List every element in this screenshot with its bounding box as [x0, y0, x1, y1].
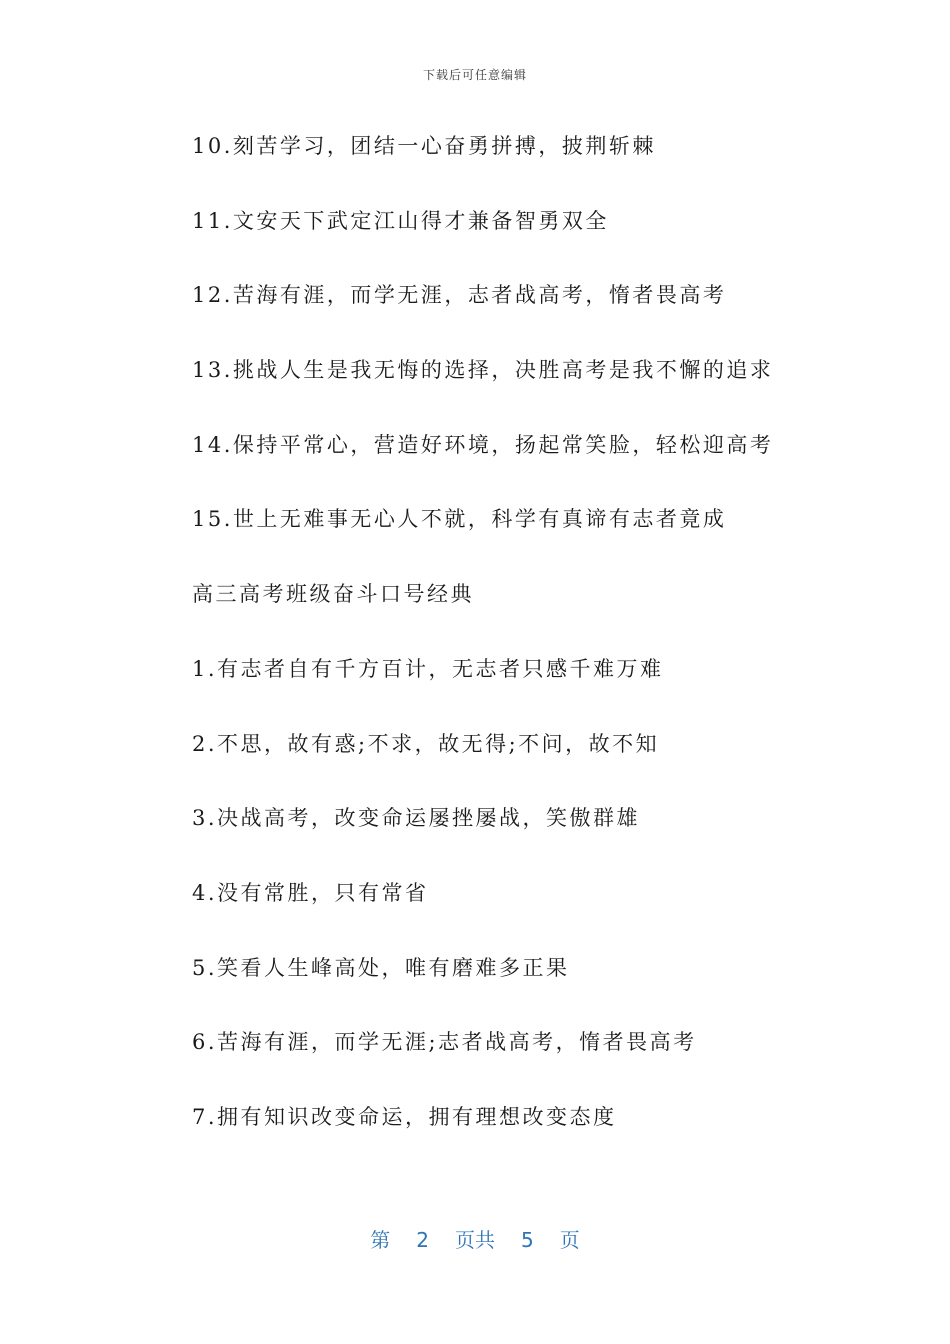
text-line: 10.刻苦学习，团结一心奋勇拼搏，披荆斩棘 — [192, 134, 656, 158]
text-line: 15.世上无难事无心人不就，科学有真谛有志者竟成 — [192, 507, 727, 532]
text-line: 3.决战高考，改变命运屡挫屡战，笑傲群雄 — [192, 806, 641, 831]
text-line: 14.保持平常心，营造好环境，扬起常笑脸，轻松迎高考 — [192, 432, 774, 457]
section-heading: 高三高考班级奋斗口号经典 — [192, 582, 474, 607]
footer-prefix: 第 — [370, 1228, 391, 1252]
text-line: 12.苦海有涯，而学无涯，志者战高考，惰者畏高考 — [192, 283, 727, 308]
footer-current-page: 2 — [416, 1228, 429, 1252]
text-line: 4.没有常胜，只有常省 — [192, 880, 429, 905]
text-line: 2.不思，故有惑;不求，故无得;不问，故不知 — [192, 731, 660, 756]
page-footer — [0, 1224, 950, 1253]
footer-middle: 页共 — [455, 1228, 495, 1252]
text-line: 7.拥有知识改变命运，拥有理想改变态度 — [192, 1104, 617, 1129]
text-line: 1.有志者自有千方百计，无志者只感千难万难 — [192, 656, 664, 681]
footer-suffix: 页 — [559, 1228, 580, 1252]
text-line: 6.苦海有涯，而学无涯;志者战高考，惰者畏高考 — [192, 1030, 697, 1055]
document-body — [192, 126, 812, 1172]
footer-total-pages: 5 — [521, 1228, 534, 1252]
page-header-note: 下载后可任意编辑 — [422, 68, 527, 82]
text-line: 5.笑看人生峰高处，唯有磨难多正果 — [192, 955, 570, 980]
text-line: 13.挑战人生是我无悔的选择，决胜高考是我不懈的追求 — [192, 358, 774, 383]
text-line: 11.文安天下武定江山得才兼备智勇双全 — [192, 208, 609, 233]
